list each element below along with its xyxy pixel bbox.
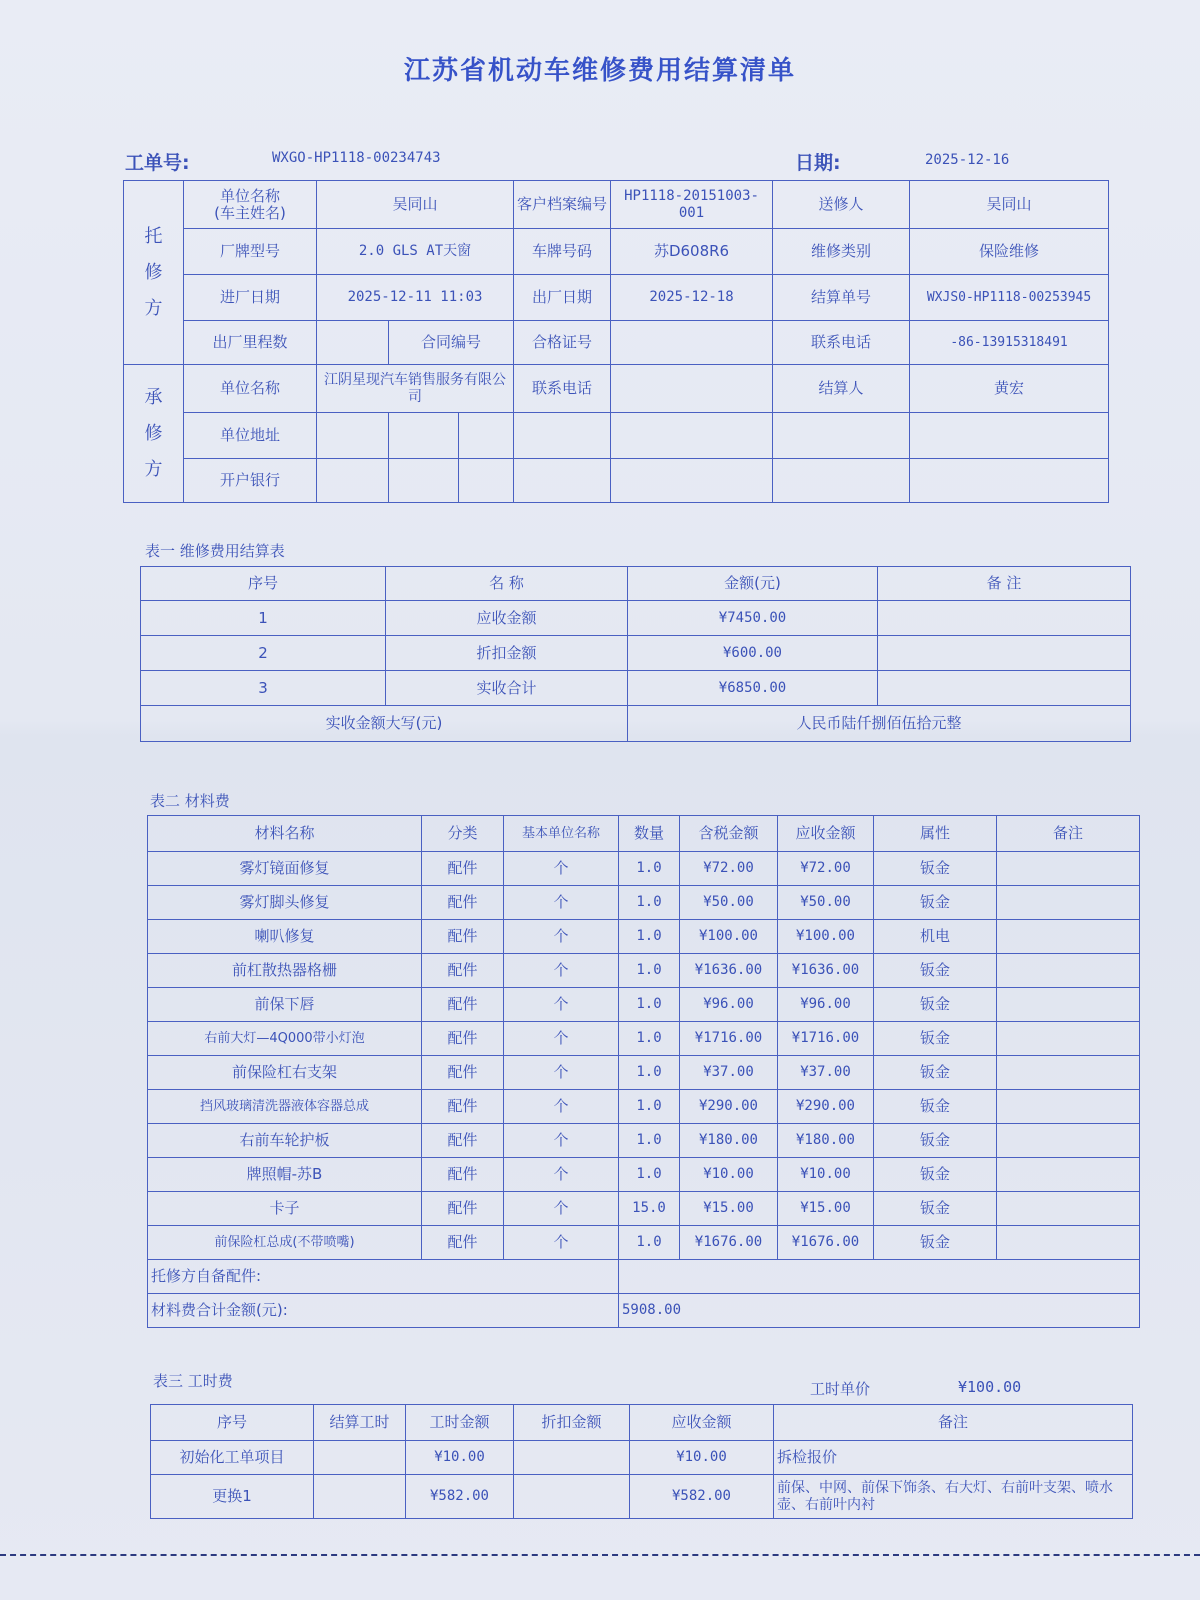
out-date-value: 2025-12-18 bbox=[611, 275, 773, 321]
material-cell bbox=[997, 1022, 1140, 1056]
table1-cell bbox=[878, 671, 1131, 706]
cert-label: 合格证号 bbox=[514, 321, 611, 365]
table3-cell: 前保、中网、前保下饰条、右大灯、右前叶支架、喷水壶、右前叶内衬 bbox=[774, 1475, 1133, 1519]
plate-label: 车牌号码 bbox=[514, 229, 611, 275]
table3-caption: 表三 工时费 bbox=[153, 1372, 233, 1390]
settler-label: 结算人 bbox=[773, 365, 910, 413]
unit-price-label: 工时单价 bbox=[810, 1380, 871, 1398]
material-cell: 配件 bbox=[422, 1090, 504, 1124]
table3-cell: 初始化工单项目 bbox=[151, 1441, 314, 1475]
material-cell: 前保下唇 bbox=[148, 988, 422, 1022]
material-cell: 个 bbox=[504, 1226, 619, 1260]
table-row bbox=[141, 671, 1131, 706]
material-cell: 个 bbox=[504, 988, 619, 1022]
material-cell: 1.0 bbox=[619, 988, 680, 1022]
table1-cell: ¥7450.00 bbox=[628, 601, 878, 636]
material-cell: 个 bbox=[504, 886, 619, 920]
material-cell: ¥72.00 bbox=[778, 852, 874, 886]
table1-cell: ¥600.00 bbox=[628, 636, 878, 671]
repair-type-value: 保险维修 bbox=[910, 229, 1109, 275]
material-cell: ¥290.00 bbox=[778, 1090, 874, 1124]
material-cell: ¥1716.00 bbox=[778, 1022, 874, 1056]
table-row bbox=[148, 954, 1140, 988]
material-cell bbox=[997, 886, 1140, 920]
material-cell bbox=[997, 1192, 1140, 1226]
material-cell: 配件 bbox=[422, 886, 504, 920]
document-title: 江苏省机动车维修费用结算清单 bbox=[403, 56, 796, 86]
repairer-unit-name-label: 单位名称 bbox=[184, 365, 317, 413]
material-cell bbox=[997, 920, 1140, 954]
material-cell: 前杠散热器格栅 bbox=[148, 954, 422, 988]
table2-header-cell: 备注 bbox=[997, 816, 1140, 852]
material-cell: 个 bbox=[504, 1124, 619, 1158]
out-date-label: 出厂日期 bbox=[514, 275, 611, 321]
table-row bbox=[148, 920, 1140, 954]
table-row bbox=[141, 601, 1131, 636]
material-cell: ¥290.00 bbox=[680, 1090, 778, 1124]
material-cell: 配件 bbox=[422, 1124, 504, 1158]
repairer-bank-label: 开户银行 bbox=[184, 459, 317, 503]
table2-header-cell: 含税金额 bbox=[680, 816, 778, 852]
table1-cell: 实收合计 bbox=[386, 671, 628, 706]
contract-label: 合同编号 bbox=[389, 321, 514, 365]
repairer-unit-name: 江阴星现汽车销售服务有限公司 bbox=[317, 365, 514, 413]
client-file-no-label: 客户档案编号 bbox=[514, 181, 611, 229]
settler-name: 黄宏 bbox=[910, 365, 1109, 413]
material-cell: 个 bbox=[504, 954, 619, 988]
table1-caption: 表一 维修费用结算表 bbox=[145, 542, 285, 560]
table-row bbox=[148, 1226, 1140, 1260]
table-row bbox=[141, 636, 1131, 671]
own-parts-value bbox=[619, 1260, 1140, 1294]
material-cell: 卡子 bbox=[148, 1192, 422, 1226]
material-cell: 配件 bbox=[422, 1056, 504, 1090]
material-cell: 挡风玻璃清洗器液体容器总成 bbox=[148, 1090, 422, 1124]
material-cell: 机电 bbox=[874, 920, 997, 954]
table3-cell bbox=[314, 1441, 406, 1475]
table1-cell: 2 bbox=[141, 636, 386, 671]
material-cell: 个 bbox=[504, 1022, 619, 1056]
table1-header-cell: 名 称 bbox=[386, 567, 628, 601]
client-unit-name: 吴同山 bbox=[317, 181, 514, 229]
table-row bbox=[148, 1192, 1140, 1226]
order-number-label: 工单号: bbox=[125, 152, 190, 174]
material-cell: 1.0 bbox=[619, 1226, 680, 1260]
material-cell: 1.0 bbox=[619, 920, 680, 954]
table3-cell: ¥582.00 bbox=[630, 1475, 774, 1519]
date-value: 2025-12-16 bbox=[925, 152, 1010, 168]
unit-price-value: ¥100.00 bbox=[958, 1378, 1022, 1396]
material-cell: 钣金 bbox=[874, 1056, 997, 1090]
material-cell: ¥1636.00 bbox=[778, 954, 874, 988]
material-cell: 配件 bbox=[422, 1192, 504, 1226]
client-unit-name-label: 单位名称 (车主姓名) bbox=[184, 181, 317, 229]
material-cell: 钣金 bbox=[874, 1022, 997, 1056]
material-cell: 配件 bbox=[422, 1158, 504, 1192]
material-cell: 配件 bbox=[422, 1022, 504, 1056]
material-cell: ¥50.00 bbox=[778, 886, 874, 920]
material-cell: ¥1676.00 bbox=[680, 1226, 778, 1260]
table1-header-cell: 备 注 bbox=[878, 567, 1131, 601]
table-row bbox=[148, 1056, 1140, 1090]
table-row bbox=[148, 852, 1140, 886]
cert-value bbox=[611, 321, 773, 365]
material-cell: ¥37.00 bbox=[680, 1056, 778, 1090]
material-cell: 钣金 bbox=[874, 886, 997, 920]
material-cell: 钣金 bbox=[874, 1090, 997, 1124]
material-cell: ¥100.00 bbox=[680, 920, 778, 954]
material-cell bbox=[997, 852, 1140, 886]
material-cell bbox=[997, 1056, 1140, 1090]
table2-header-cell: 应收金额 bbox=[778, 816, 874, 852]
material-cell: ¥72.00 bbox=[680, 852, 778, 886]
table3-header-cell: 序号 bbox=[151, 1405, 314, 1441]
material-cell bbox=[997, 954, 1140, 988]
material-cell: 钣金 bbox=[874, 852, 997, 886]
material-cell: 个 bbox=[504, 1192, 619, 1226]
table3-header-cell: 折扣金额 bbox=[514, 1405, 630, 1441]
repair-type-label: 维修类别 bbox=[773, 229, 910, 275]
table3-cell: 拆检报价 bbox=[774, 1441, 1133, 1475]
material-cell: ¥1636.00 bbox=[680, 954, 778, 988]
material-cell: ¥10.00 bbox=[778, 1158, 874, 1192]
materials-total-value: 5908.00 bbox=[619, 1294, 1140, 1328]
mileage-value bbox=[317, 321, 389, 365]
table2-header-cell: 属性 bbox=[874, 816, 997, 852]
table2-header-cell: 基本单位名称 bbox=[504, 816, 619, 852]
client-phone-value: -86-13915318491 bbox=[910, 321, 1109, 365]
table3-cell bbox=[314, 1475, 406, 1519]
table3-header-cell: 应收金额 bbox=[630, 1405, 774, 1441]
material-cell: 钣金 bbox=[874, 1158, 997, 1192]
material-cell bbox=[997, 988, 1140, 1022]
material-cell: 钣金 bbox=[874, 1226, 997, 1260]
material-cell: 配件 bbox=[422, 954, 504, 988]
material-cell: ¥96.00 bbox=[778, 988, 874, 1022]
materials-total-label: 材料费合计金额(元): bbox=[148, 1294, 619, 1328]
material-cell: ¥50.00 bbox=[680, 886, 778, 920]
material-cell: 雾灯脚头修复 bbox=[148, 886, 422, 920]
material-cell: 配件 bbox=[422, 1226, 504, 1260]
model-value: 2.0 GLS AT天窗 bbox=[317, 229, 514, 275]
in-date-label: 进厂日期 bbox=[184, 275, 317, 321]
table1-cell: 折扣金额 bbox=[386, 636, 628, 671]
material-cell: 个 bbox=[504, 1158, 619, 1192]
table3-cell: ¥582.00 bbox=[406, 1475, 514, 1519]
material-cell: ¥1676.00 bbox=[778, 1226, 874, 1260]
table1-cell: 1 bbox=[141, 601, 386, 636]
material-cell: 前保险杠总成(不带喷嘴) bbox=[148, 1226, 422, 1260]
table2-header-cell: 材料名称 bbox=[148, 816, 422, 852]
plate-value: 苏D608R6 bbox=[611, 229, 773, 275]
table1-cell bbox=[878, 636, 1131, 671]
capital-amount-value: 人民币陆仟捌佰伍拾元整 bbox=[628, 706, 1131, 742]
material-cell: 1.0 bbox=[619, 1022, 680, 1056]
table3-cell: ¥10.00 bbox=[406, 1441, 514, 1475]
table3-header-cell: 结算工时 bbox=[314, 1405, 406, 1441]
material-cell: 1.0 bbox=[619, 1158, 680, 1192]
table1-header-cell: 金额(元) bbox=[628, 567, 878, 601]
material-cell: 喇叭修复 bbox=[148, 920, 422, 954]
material-cell: ¥100.00 bbox=[778, 920, 874, 954]
client-phone-label: 联系电话 bbox=[773, 321, 910, 365]
table-row bbox=[148, 886, 1140, 920]
mileage-label: 出厂里程数 bbox=[184, 321, 317, 365]
table2-header-cell: 数量 bbox=[619, 816, 680, 852]
material-cell: ¥180.00 bbox=[680, 1124, 778, 1158]
table2-caption: 表二 材料费 bbox=[150, 792, 230, 810]
material-cell: 1.0 bbox=[619, 852, 680, 886]
material-cell bbox=[997, 1226, 1140, 1260]
capital-amount-label: 实收金额大写(元) bbox=[141, 706, 628, 742]
in-date-value: 2025-12-11 11:03 bbox=[317, 275, 514, 321]
table1-cell: ¥6850.00 bbox=[628, 671, 878, 706]
material-cell: 15.0 bbox=[619, 1192, 680, 1226]
material-cell: ¥180.00 bbox=[778, 1124, 874, 1158]
material-cell: ¥1716.00 bbox=[680, 1022, 778, 1056]
table3-cell: ¥10.00 bbox=[630, 1441, 774, 1475]
client-side-label: 托 修 方 bbox=[124, 181, 184, 365]
material-cell: 1.0 bbox=[619, 1124, 680, 1158]
table-row bbox=[148, 1124, 1140, 1158]
material-cell: 1.0 bbox=[619, 1090, 680, 1124]
party-info-table bbox=[123, 180, 1109, 503]
material-cell: 配件 bbox=[422, 852, 504, 886]
material-cell: 1.0 bbox=[619, 954, 680, 988]
table1-cell bbox=[878, 601, 1131, 636]
material-cell: 1.0 bbox=[619, 886, 680, 920]
tear-line bbox=[0, 1554, 1200, 1556]
material-cell bbox=[997, 1158, 1140, 1192]
material-cell: 钣金 bbox=[874, 1124, 997, 1158]
material-cell: ¥15.00 bbox=[680, 1192, 778, 1226]
table3-cell: 更换1 bbox=[151, 1475, 314, 1519]
material-cell: 配件 bbox=[422, 920, 504, 954]
table1-cell: 3 bbox=[141, 671, 386, 706]
material-cell: 雾灯镜面修复 bbox=[148, 852, 422, 886]
settle-no-value: WXJS0-HP1118-00253945 bbox=[910, 275, 1109, 321]
labor-table bbox=[150, 1404, 1133, 1519]
sender-name: 吴同山 bbox=[910, 181, 1109, 229]
table2-header-cell: 分类 bbox=[422, 816, 504, 852]
material-cell: 个 bbox=[504, 852, 619, 886]
order-number: WXGO-HP1118-00234743 bbox=[272, 150, 441, 166]
client-file-no: HP1118-20151003-001 bbox=[611, 181, 773, 229]
material-cell: 牌照帽-苏B bbox=[148, 1158, 422, 1192]
repairer-phone-label: 联系电话 bbox=[514, 365, 611, 413]
material-cell: 钣金 bbox=[874, 988, 997, 1022]
material-cell: ¥15.00 bbox=[778, 1192, 874, 1226]
material-cell: ¥96.00 bbox=[680, 988, 778, 1022]
material-cell: 钣金 bbox=[874, 1192, 997, 1226]
material-cell: 右前车轮护板 bbox=[148, 1124, 422, 1158]
material-cell bbox=[997, 1124, 1140, 1158]
material-cell: 配件 bbox=[422, 988, 504, 1022]
table-row bbox=[148, 1158, 1140, 1192]
table-row bbox=[148, 1090, 1140, 1124]
repairer-address-label: 单位地址 bbox=[184, 413, 317, 459]
settle-no-label: 结算单号 bbox=[773, 275, 910, 321]
repairer-side-label: 承 修 方 bbox=[124, 365, 184, 503]
repairer-phone-value bbox=[611, 365, 773, 413]
table3-header-cell: 备注 bbox=[774, 1405, 1133, 1441]
model-label: 厂牌型号 bbox=[184, 229, 317, 275]
material-cell: ¥10.00 bbox=[680, 1158, 778, 1192]
table3-cell bbox=[514, 1475, 630, 1519]
materials-table bbox=[147, 815, 1140, 1328]
material-cell: 个 bbox=[504, 1056, 619, 1090]
table-row bbox=[151, 1475, 1133, 1519]
own-parts-label: 托修方自备配件: bbox=[148, 1260, 619, 1294]
table3-header-cell: 工时金额 bbox=[406, 1405, 514, 1441]
sender-label: 送修人 bbox=[773, 181, 910, 229]
table1-header-cell: 序号 bbox=[141, 567, 386, 601]
material-cell: ¥37.00 bbox=[778, 1056, 874, 1090]
material-cell: 右前大灯—4Q000带小灯泡 bbox=[148, 1022, 422, 1056]
table3-cell bbox=[514, 1441, 630, 1475]
date-label: 日期: bbox=[795, 152, 841, 174]
table-row bbox=[148, 1022, 1140, 1056]
table-row bbox=[148, 988, 1140, 1022]
material-cell: 前保险杠右支架 bbox=[148, 1056, 422, 1090]
material-cell: 1.0 bbox=[619, 1056, 680, 1090]
material-cell: 钣金 bbox=[874, 954, 997, 988]
table-row bbox=[151, 1441, 1133, 1475]
table1-cell: 应收金额 bbox=[386, 601, 628, 636]
settlement-table bbox=[140, 566, 1131, 742]
material-cell: 个 bbox=[504, 920, 619, 954]
material-cell: 个 bbox=[504, 1090, 619, 1124]
material-cell bbox=[997, 1090, 1140, 1124]
